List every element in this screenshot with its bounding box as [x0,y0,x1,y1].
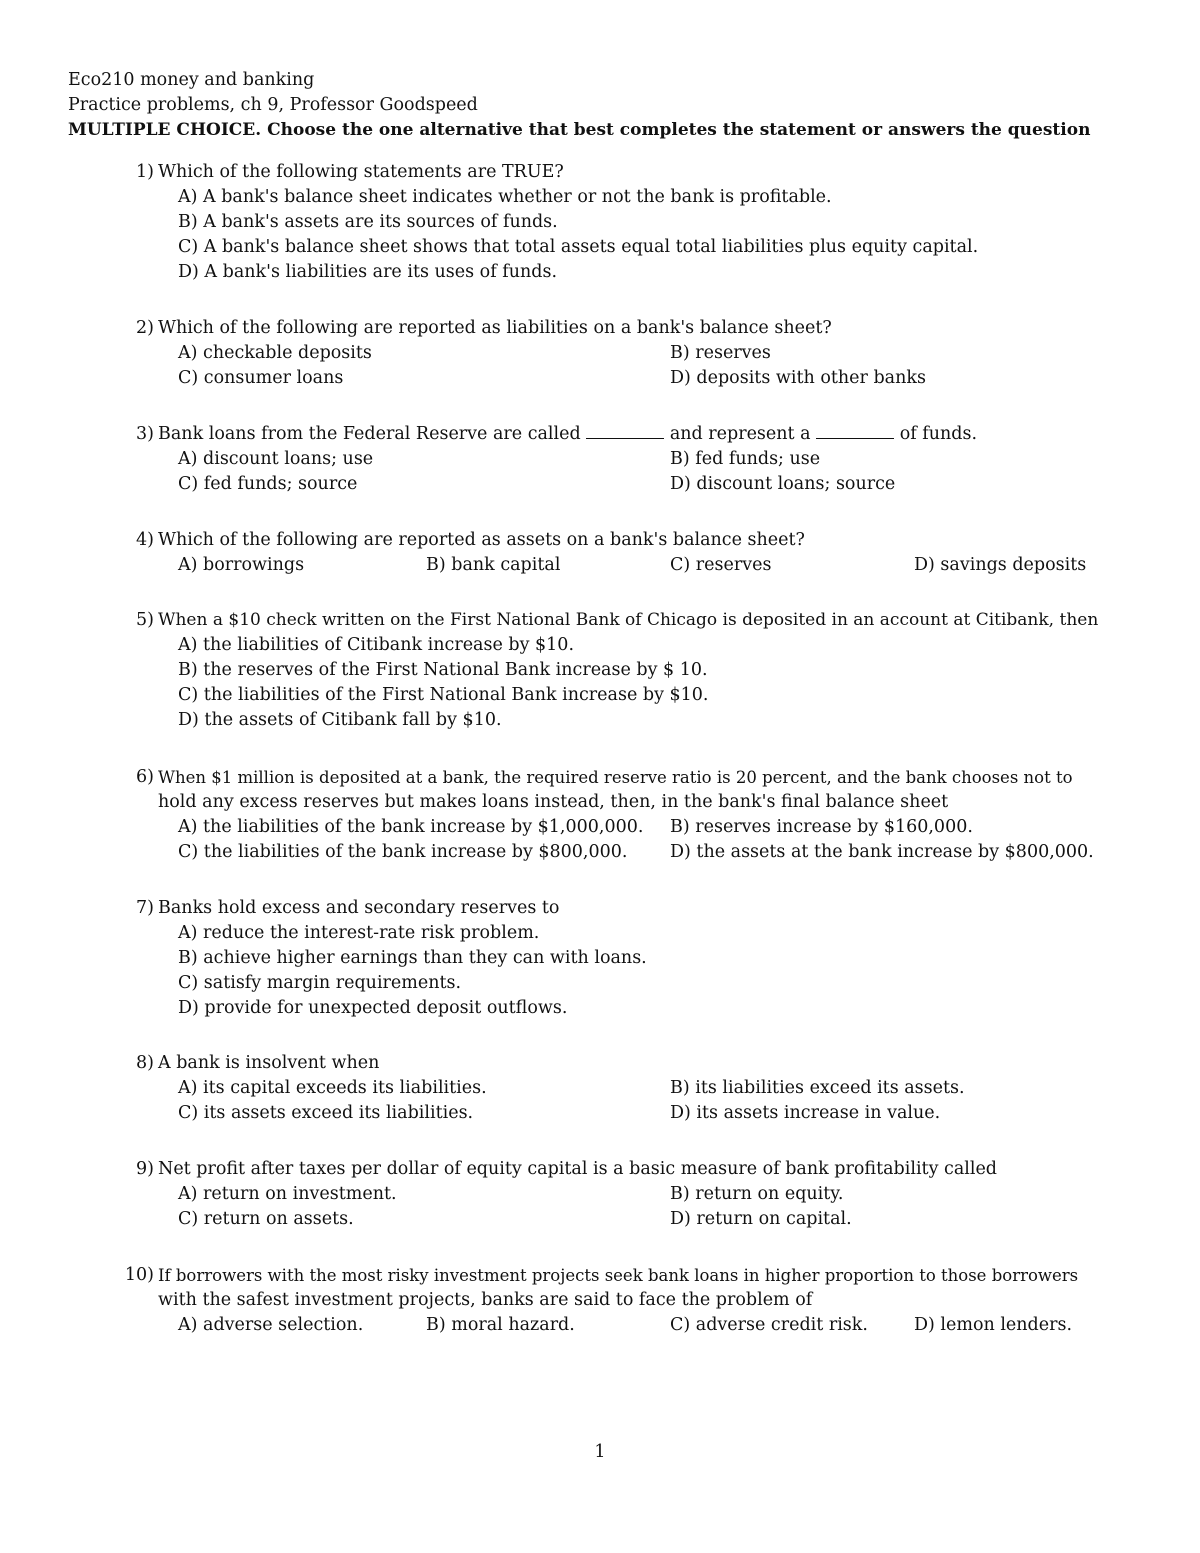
option-b: B) the reserves of the First National Bank increase by $ 10. [178,660,708,680]
option-a: A) return on investment. [178,1184,397,1204]
option-c: C) fed funds; source [178,474,358,494]
option-c: C) return on assets. [178,1209,354,1229]
option-a: A) borrowings [178,555,305,575]
document-subtitle: Practice problems, ch 9, Professor Goodspeed [68,95,478,115]
question-number: 9) [136,1159,154,1179]
question-stem: Which of the following are reported as liabilities on a bank's balance sheet? [158,318,832,338]
option-b: B) fed funds; use [670,449,821,469]
question-stem: Which of the following are reported as assets on a bank's balance sheet? [158,530,805,550]
course-title: Eco210 money and banking [68,70,315,90]
option-a: A) A bank's balance sheet indicates whether or not the bank is profitable. [178,187,832,207]
question-number: 5) [136,610,154,630]
question-3 [0,422,1200,497]
question-1 [0,160,1200,285]
question-stem: Net profit after taxes per dollar of equity capital is a basic measure of bank profitability called [158,1159,998,1179]
question-stem: When a $10 check written on the First National Bank of Chicago is deposited in an account at Citibank, then [158,610,1099,630]
option-c: C) the liabilities of the bank increase by $800,000. [178,842,628,862]
option-c: C) reserves [670,555,772,575]
option-d: D) return on capital. [670,1209,852,1229]
option-d: D) the assets at the bank increase by $800,000. [670,842,1094,862]
option-d: D) its assets increase in value. [670,1103,941,1123]
question-10 [0,1263,1200,1338]
option-a: A) checkable deposits [178,343,372,363]
option-d: D) lemon lenders. [914,1315,1073,1335]
option-b: B) bank capital [426,555,561,575]
question-4 [0,528,1200,578]
instructions: MULTIPLE CHOICE. Choose the one alternative that best completes the statement or answers the question [68,120,1091,140]
question-2 [0,316,1200,391]
question-number: 2) [136,318,154,338]
option-c: C) consumer loans [178,368,344,388]
question-stem-continued: with the safest investment projects, banks are said to face the problem of [158,1290,813,1310]
question-number: 7) [136,898,154,918]
question-number: 1) [136,162,154,182]
option-c: C) A bank's balance sheet shows that total assets equal total liabilities plus equity capital. [178,237,979,257]
option-c: C) satisfy margin requirements. [178,973,462,993]
option-a: A) the liabilities of Citibank increase by $10. [178,635,575,655]
option-d: D) discount loans; source [670,474,896,494]
option-d: D) the assets of Citibank fall by $10. [178,710,502,730]
question-stem: When $1 million is deposited at a bank, the required reserve ratio is 20 percent, and the bank chooses not to [158,768,1073,787]
question-number: 8) [136,1053,154,1073]
option-b: B) achieve higher earnings than they can with loans. [178,948,647,968]
question-stem: If borrowers with the most risky investment projects seek bank loans in higher proportion to those borrowers [158,1266,1079,1285]
answer-blank [586,423,664,439]
option-c: C) adverse credit risk. [670,1315,868,1335]
question-5 [0,608,1200,733]
option-b: B) moral hazard. [426,1315,575,1335]
option-a: A) its capital exceeds its liabilities. [178,1078,487,1098]
question-stem: Banks hold excess and secondary reserves to [158,898,560,918]
option-d: D) deposits with other banks [670,368,926,388]
option-a: A) the liabilities of the bank increase by $1,000,000. [178,817,644,837]
question-number: 6) [136,767,154,787]
question-number: 3) [136,424,154,444]
question-6 [0,765,1200,865]
option-a: A) adverse selection. [178,1315,364,1335]
option-b: B) return on equity. [670,1184,844,1204]
page-number: 1 [594,1442,606,1462]
option-b: B) its liabilities exceed its assets. [670,1078,965,1098]
question-stem-continued: hold any excess reserves but makes loans instead, then, in the bank's final balance sheet [158,792,949,812]
question-stem: Which of the following statements are TRUE? [158,162,564,182]
option-d: D) A bank's liabilities are its uses of funds. [178,262,558,282]
question-stem: A bank is insolvent when [158,1053,380,1073]
option-a: A) discount loans; use [178,449,374,469]
option-d: D) savings deposits [914,555,1087,575]
option-a: A) reduce the interest-rate risk problem. [178,923,540,943]
answer-blank [816,423,894,439]
option-d: D) provide for unexpected deposit outflows. [178,998,568,1018]
question-8 [0,1051,1200,1126]
option-c: C) the liabilities of the First National Bank increase by $10. [178,685,709,705]
option-b: B) reserves [670,343,771,363]
option-b: B) reserves increase by $160,000. [670,817,973,837]
option-b: B) A bank's assets are its sources of funds. [178,212,558,232]
option-c: C) its assets exceed its liabilities. [178,1103,474,1123]
question-number: 10) [124,1265,154,1285]
question-9 [0,1157,1200,1232]
question-7 [0,896,1200,1021]
question-number: 4) [136,530,154,550]
question-stem: Bank loans from the Federal Reserve are called and represent a of funds. [158,424,978,444]
